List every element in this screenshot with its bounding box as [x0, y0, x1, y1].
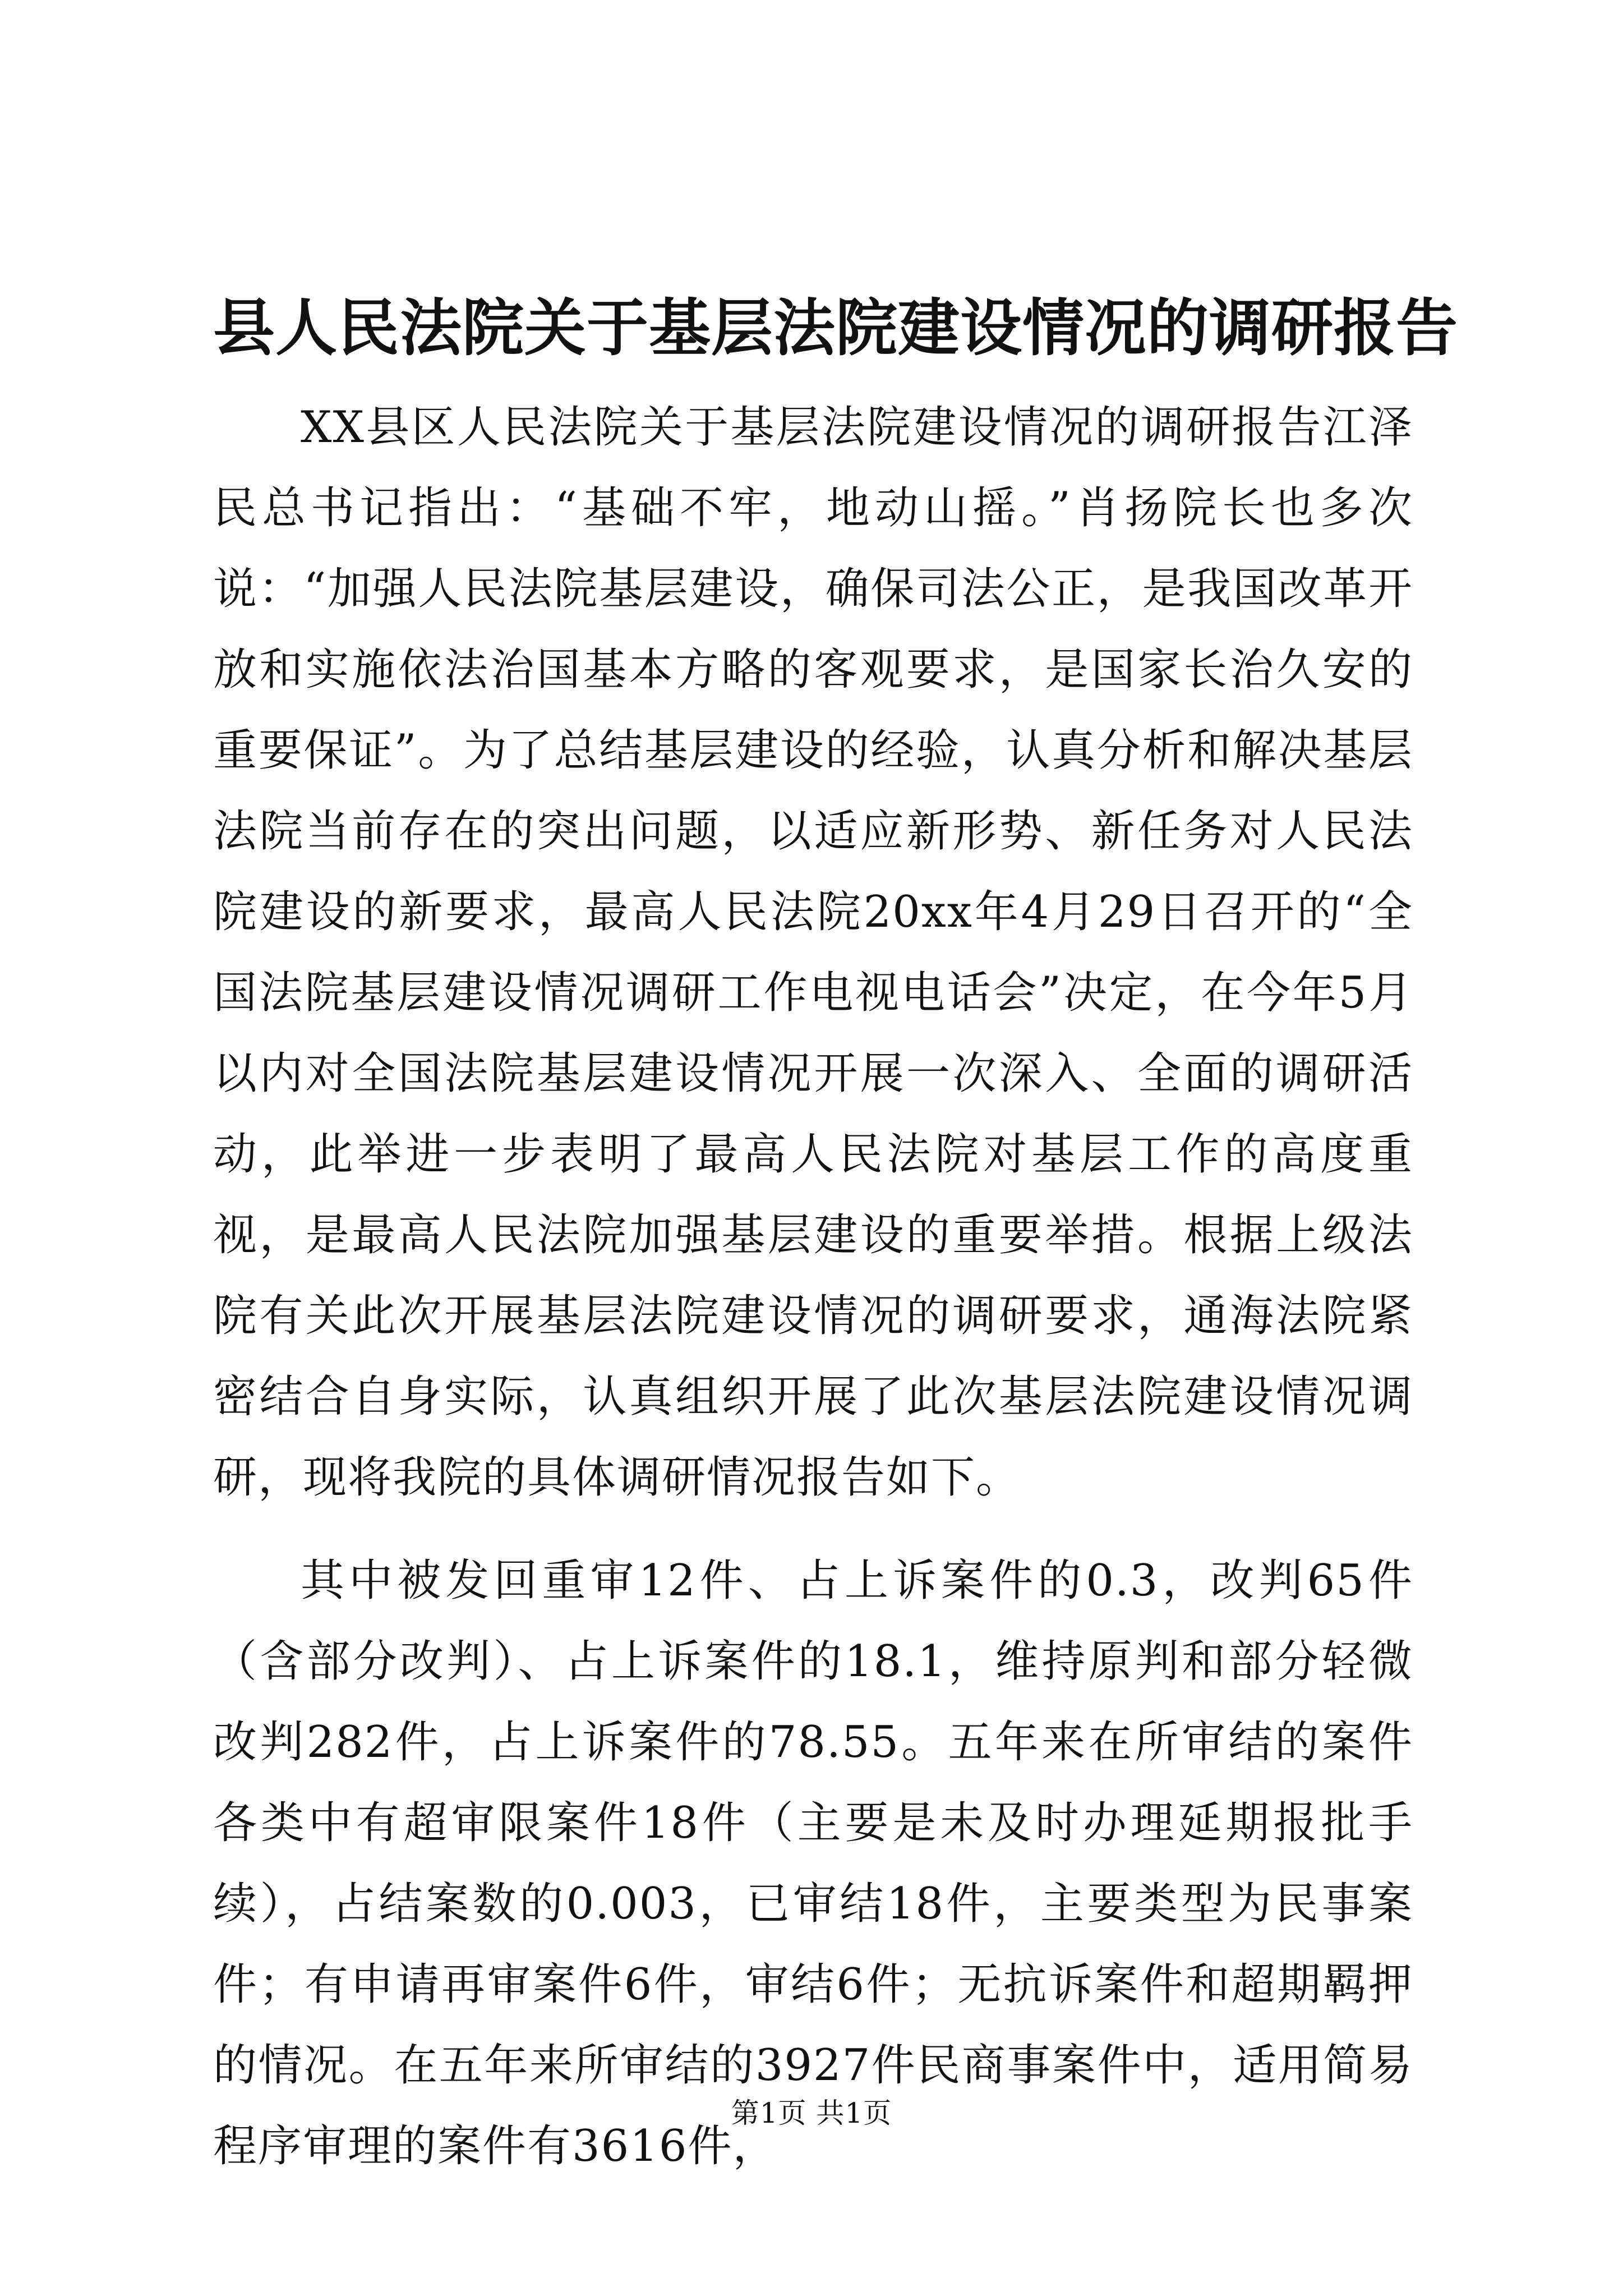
paragraph-1: XX县区人民法院关于基层法院建设情况的调研报告江泽民总书记指出：“基础不牢，地动山摇。”肖扬院长也多次说：“加强人民法院基层建设，确保司法公正，是我国改革开放和实施依法治国基本方略的客观要求，是国家长治久安的重要保证”。为了总结基层建设的经验，认真分析和解决基层法院当前存在的突出问题，以适应新形势、新任务对人民法院建设的新要求，最高人民法院20xx年4月29日召开的“全国法院基层建设情况调研工作电视电话会”决定，在今年5月以内对全国法院基层建设情况开展一次深入、全面的调研活动，此举进一步表明了最高人民法院对基层工作的高度重视，是最高人民法院加强基层建设的重要举措。根据上级法院有关此次开展基层法院建设情况的调研要求，通海法院紧密结合自身实际，认真组织开展了此次基层法院建设情况调研，现将我院的具体调研情况报告如下。 [213, 402, 1413, 1503]
document-title: 县人民法院关于基层法院建设情况的调研报告 [213, 292, 1458, 364]
page-footer: 第1页 共1页 [731, 2097, 892, 2129]
document-body [213, 387, 1413, 2187]
paragraph-2: 其中被发回重审12件、占上诉案件的0.3，改判65件（含部分改判）、占上诉案件的18.1，维持原判和部分轻微改判282件，占上诉案件的78.55。五年来在所审结的案件各类中有超审限案件18件（主要是未及时办理延期报批手续），占结案数的0.003，已审结18件，主要类型为民事案件；有申请再审案件6件，审结6件；无抗诉案件和超期羁押的情况。在五年来所审结的3927件民商事案件中，适用简易程序审理的案件有3616件， [213, 1556, 1413, 2171]
